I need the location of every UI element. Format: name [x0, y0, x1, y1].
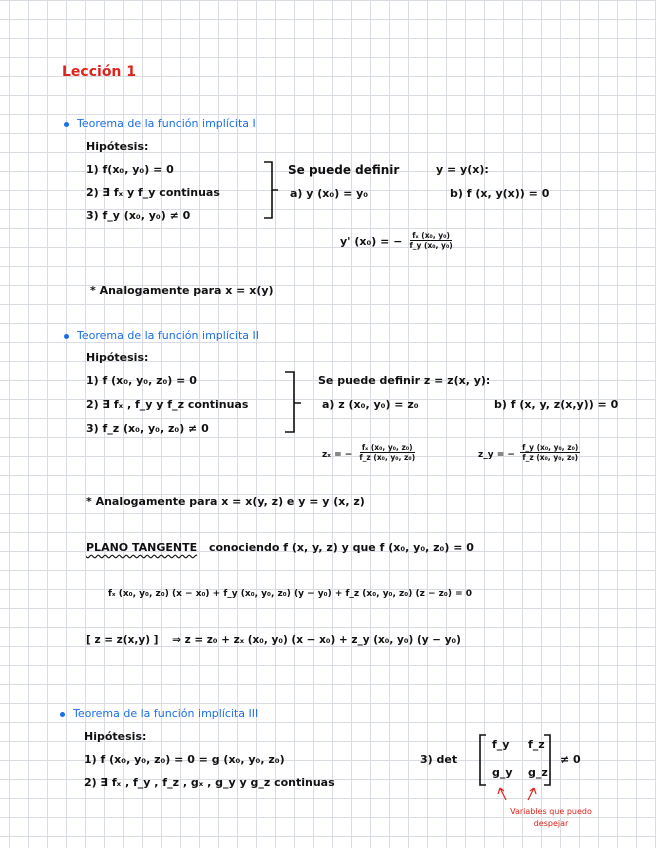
- s1-conclusion-b: b) f (x, y(x)) = 0: [450, 187, 550, 200]
- s2-zx-fraction: [357, 443, 417, 462]
- matrix-cell-11: f_y: [492, 738, 510, 751]
- bullet-icon: [64, 334, 69, 339]
- section-heading-2-text: Teorema de la función implícita II: [77, 329, 260, 342]
- s1-derivative: [340, 230, 455, 250]
- plano-tangente-equation: fₓ (x₀, y₀, z₀) (x − x₀) + f_y (x₀, y₀, z₀) (y − y₀) + f_z (x₀, y₀, z₀) (z − z₀) = 0: [108, 589, 472, 599]
- z-bracket: [ z = z(x,y) ]: [86, 634, 159, 646]
- plano-tangente-rest: conociendo f (x, y, z) y que f (x₀, y₀, z₀) = 0: [208, 541, 474, 554]
- s2-hypothesis-2: 2) ∃ fₓ , f_y y f_z continuas: [86, 398, 249, 411]
- s1-analog-note: * Analogamente para x = x(y): [90, 284, 274, 297]
- s1-hypothesis-3: 3) f_y (x₀, y₀) ≠ 0: [86, 209, 191, 222]
- red-arrows: [494, 786, 544, 806]
- matrix-cell-22: g_z: [528, 766, 548, 779]
- s2-zy-lhs: z_y = −: [478, 450, 515, 460]
- s1-derivative-num: fₓ (x₀, y₀): [412, 231, 450, 240]
- plano-tangente-label: PLANO TANGENTE: [86, 541, 198, 554]
- variables-note: Variables que puedo despejar: [510, 807, 592, 828]
- s2-zy-den: f_z (x₀, y₀, z₀): [522, 453, 579, 462]
- s2-zx-num: fₓ (x₀, y₀, z₀): [361, 443, 413, 452]
- section-heading-1-text: Teorema de la función implícita I: [77, 117, 256, 130]
- s3-hypothesis-2: 2) ∃ fₓ , f_y , f_z , gₓ , g_y y g_z continuas: [84, 776, 335, 789]
- s2-hypothesis-3: 3) f_z (x₀, y₀, z₀) ≠ 0: [86, 422, 209, 435]
- bullet-icon: [60, 712, 65, 717]
- s3-hypothesis-1: 1) f (x₀, y₀, z₀) = 0 = g (x₀, y₀, z₀): [84, 753, 285, 766]
- s2-zx-den: f_z (x₀, y₀, z₀): [359, 453, 416, 462]
- s2-zy-fraction: [520, 443, 580, 462]
- s2-zx-formula: [322, 442, 417, 462]
- s1-derivative-den: f_y (x₀, y₀): [409, 241, 453, 250]
- section-heading-3: [60, 707, 258, 720]
- hypothesis-label-1: Hipótesis:: [86, 140, 149, 153]
- s2-conclusion-a: a) z (x₀, y₀) = z₀: [322, 398, 419, 411]
- s3-hypothesis-3-label: 3) det: [420, 753, 458, 766]
- s1-derivative-lhs: y' (x₀) = −: [340, 235, 403, 248]
- plano-tangente-line: [86, 541, 474, 554]
- s2-analog-note: * Analogamente para x = x(y, z) e y = y (x, z): [86, 495, 365, 508]
- s2-hypothesis-1: 1) f (x₀, y₀, z₀) = 0: [86, 374, 197, 387]
- page-title: Lección 1: [62, 64, 137, 80]
- z-equation: ⇒ z = z₀ + zₓ (x₀, y₀) (x − x₀) + z_y (x₀, y₀) (y − y₀): [172, 634, 461, 646]
- s1-conclusion-func: y = y(x):: [436, 163, 489, 176]
- s2-conclusion-b: b) f (x, y, z(x,y)) = 0: [494, 398, 619, 411]
- section-heading-3-text: Teorema de la función implícita III: [73, 707, 259, 720]
- s2-zx-lhs: zₓ = −: [322, 450, 353, 460]
- s1-conclusion-a: a) y (x₀) = y₀: [290, 187, 369, 200]
- s1-bracket: [262, 160, 282, 222]
- hypothesis-label-3: Hipótesis:: [84, 730, 147, 743]
- bullet-icon: [64, 122, 69, 127]
- matrix-cell-12: f_z: [528, 738, 545, 751]
- s3-neq-zero: ≠ 0: [560, 753, 581, 766]
- s1-derivative-fraction: [408, 231, 455, 250]
- s1-hypothesis-2: 2) ∃ fₓ y f_y continuas: [86, 186, 220, 199]
- section-heading-1: [64, 117, 256, 130]
- matrix-cell-21: g_y: [492, 766, 513, 779]
- s2-zy-formula: [478, 442, 580, 462]
- section-heading-2: [64, 329, 259, 342]
- s2-bracket: [283, 370, 305, 436]
- hypothesis-label-2: Hipótesis:: [86, 351, 149, 364]
- s2-conclusion-intro: Se puede definir z = z(x, y):: [318, 374, 491, 387]
- s1-conclusion-intro: Se puede definir: [288, 163, 400, 177]
- s2-zy-num: f_y (x₀, y₀, z₀): [522, 443, 579, 452]
- s1-hypothesis-1: 1) f(x₀, y₀) = 0: [86, 163, 174, 176]
- z-explicit-line: [86, 634, 461, 646]
